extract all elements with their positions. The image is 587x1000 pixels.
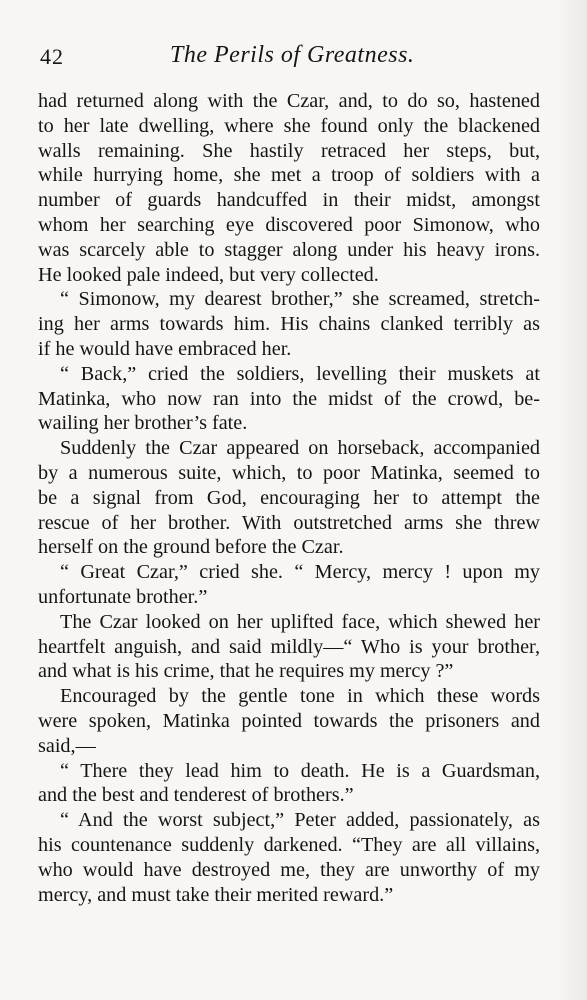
- text-line: was scarcely able to stagger along under his heavy irons.: [38, 238, 540, 261]
- text-line: The Czar looked on her uplifted face, which shewed her: [60, 610, 540, 633]
- text-line: said,—: [38, 734, 96, 757]
- text-line: “ There they lead him to death. He is a Guardsman,: [60, 759, 540, 782]
- text-line: rescue of her brother. With outstretched arms she threw: [38, 511, 540, 534]
- text-line: had returned along with the Czar, and, to do so, hastened: [38, 90, 540, 112]
- page-edge-shadow: [557, 0, 587, 1000]
- text-line: “ Great Czar,” cried she. “ Mercy, mercy ! upon my: [60, 561, 540, 584]
- text-line: be a signal from God, encouraging her to attempt the: [38, 486, 540, 509]
- text-line: Matinka, who now ran into the midst of the crowd, be-: [38, 387, 540, 410]
- page-header: [40, 42, 540, 74]
- text-line: to her late dwelling, where she found only the blackened: [38, 114, 540, 137]
- text-line: herself on the ground before the Czar.: [38, 536, 344, 559]
- text-line: while hurrying home, she met a troop of soldiers with a: [38, 164, 540, 187]
- text-line: walls remaining. She hastily retraced her steps, but,: [38, 139, 540, 162]
- text-line: mercy, and must take their merited reward.”: [38, 883, 394, 906]
- text-line: and the best and tenderest of brothers.”: [38, 784, 354, 807]
- body-text: [38, 89, 540, 907]
- text-line: unfortunate brother.”: [38, 585, 208, 608]
- text-line: whom her searching eye discovered poor Simonow, who: [38, 213, 540, 236]
- text-line: “ Simonow, my dearest brother,” she screamed, stretch-: [60, 288, 540, 311]
- text-line: his countenance suddenly darkened. “They are all villains,: [38, 833, 540, 856]
- text-line: He looked pale indeed, but very collected.: [38, 263, 379, 286]
- text-line: wailing her brother’s fate.: [38, 412, 248, 435]
- text-line: “ Back,” cried the soldiers, levelling their muskets at: [60, 362, 540, 385]
- text-line: were spoken, Matinka pointed towards the prisoners and: [38, 709, 540, 732]
- text-line: heartfelt anguish, and said mildly—“ Who is your brother,: [38, 635, 540, 658]
- text-line: Suddenly the Czar appeared on horseback, accompanied: [60, 437, 540, 460]
- text-line: and what is his crime, that he requires my mercy ?”: [38, 660, 454, 683]
- text-line: “ And the worst subject,” Peter added, passionately, as: [60, 809, 540, 832]
- text-line: who would have destroyed me, they are unworthy of my: [38, 858, 540, 881]
- text-line: by a numerous suite, which, to poor Matinka, seemed to: [38, 461, 540, 484]
- text-line: number of guards handcuffed in their midst, amongst: [38, 189, 540, 212]
- text-line: Encouraged by the gentle tone in which these words: [60, 685, 540, 708]
- text-line: ing her arms towards him. His chains clanked terribly as: [38, 313, 540, 336]
- text-line: if he would have embraced her.: [38, 337, 292, 360]
- running-title: The Perils of Greatness.: [170, 42, 415, 68]
- page-number: 42: [40, 44, 64, 69]
